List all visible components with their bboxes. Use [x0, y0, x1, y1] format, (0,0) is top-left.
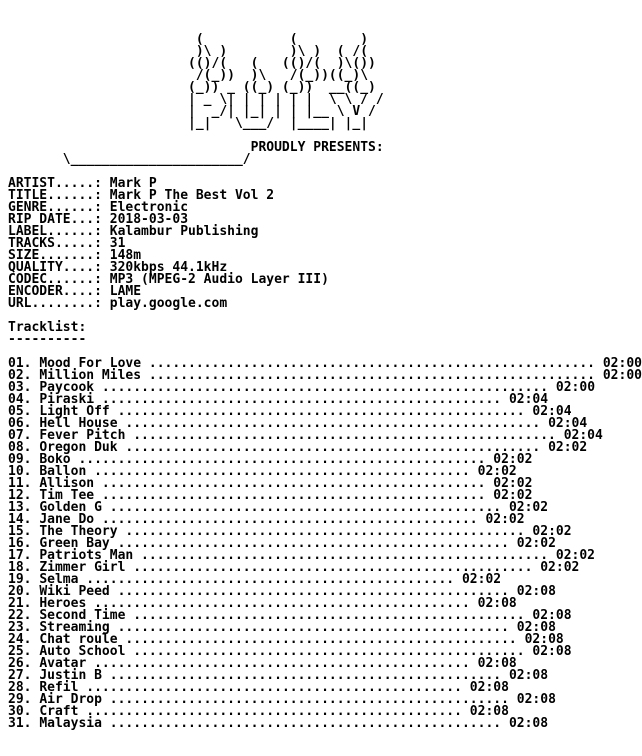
info-key: LABEL...... — [8, 224, 95, 239]
track-number: 21. — [8, 596, 32, 611]
track-number: 14. — [8, 512, 32, 527]
track-duration: 02:08 — [477, 656, 517, 671]
track-duration: 02:02 — [485, 512, 525, 527]
track-leader-dots: ......................................................... — [94, 380, 556, 395]
track-number: 25. — [8, 644, 32, 659]
track-number: 10. — [8, 464, 32, 479]
info-value: 320kbps 44.1kHz — [109, 260, 228, 275]
track-leader-dots: .................................................. — [101, 716, 509, 731]
track-title: Air Drop — [39, 692, 102, 707]
track-leader-dots: ......................................................... — [141, 368, 603, 383]
track-duration: 02:08 — [532, 608, 572, 623]
track-number: 23. — [8, 620, 32, 635]
track-duration: 02:04 — [532, 404, 572, 419]
track-number: 03. — [8, 380, 32, 395]
track-title: Piraski — [39, 392, 95, 407]
ascii-logo-line: (()/( ( (()/( )\()) — [8, 56, 376, 71]
track-number: 13. — [8, 500, 32, 515]
info-key: URL........ — [8, 296, 95, 311]
track-title: Auto School — [39, 644, 126, 659]
info-separator: : — [94, 272, 110, 287]
ascii-logo-line: | _ \| | | | | | \ \ / / — [8, 92, 384, 107]
track-leader-dots: ................................................... — [101, 692, 517, 707]
track-leader-dots: ................................................ — [78, 680, 470, 695]
track-leader-dots: ......................................................... — [141, 356, 603, 371]
info-key: CODEC...... — [8, 272, 95, 287]
info-value: Mark P The Best Vol 2 — [109, 188, 275, 203]
info-value: LAME — [109, 284, 142, 299]
nfo-text — [8, 34, 642, 730]
track-duration: 02:02 — [516, 536, 556, 551]
track-number: 24. — [8, 632, 32, 647]
track-title: Light Off — [39, 404, 110, 419]
tracklist — [8, 358, 642, 730]
track-title: Golden G — [39, 500, 102, 515]
ascii-logo-line: ( ( ) — [8, 32, 369, 47]
track-title: Chat roule — [39, 632, 118, 647]
info-key: QUALITY.... — [8, 260, 95, 275]
info-value: Electronic — [109, 200, 189, 215]
ascii-logo-line: )\ ) )\ ) ( /( — [8, 44, 369, 59]
track-duration: 02:08 — [477, 596, 517, 611]
track-duration: 02:02 — [555, 548, 596, 563]
track-title: Malaysia — [39, 716, 102, 731]
track-number: 30. — [8, 704, 32, 719]
release-info — [8, 178, 642, 310]
track-title: Heroes — [39, 596, 87, 611]
presents-line: PROUDLY PRESENTS: — [8, 140, 384, 155]
tracklist-rule: ---------- — [8, 332, 87, 347]
track-duration: 02:04 — [548, 416, 588, 431]
track-title: Fever Pitch — [39, 428, 126, 443]
info-value: MP3 (MPEG-2 Audio Layer III) — [109, 272, 329, 287]
track-duration: 02:08 — [516, 584, 556, 599]
track-duration: 02:08 — [469, 680, 509, 695]
track-title: Second Time — [39, 608, 126, 623]
info-value: 31 — [109, 236, 126, 251]
track-leader-dots: ................................................... — [125, 560, 541, 575]
track-title: Craft — [39, 704, 79, 719]
track-leader-dots: .................................................. — [109, 620, 517, 635]
info-key: SIZE....... — [8, 248, 95, 263]
info-separator: : — [94, 212, 110, 227]
track-number: 31. — [8, 716, 32, 731]
track-duration: 02:08 — [469, 704, 509, 719]
track-leader-dots: ................................................... — [117, 524, 533, 539]
track-leader-dots: ................................................. — [94, 488, 494, 503]
track-duration: 02:02 — [461, 572, 502, 587]
track-number: 28. — [8, 680, 32, 695]
track-title: Paycook — [39, 380, 95, 395]
track-duration: 02:02 — [493, 488, 533, 503]
track-duration: 02:00 — [555, 380, 596, 395]
track-duration: 02:02 — [493, 476, 533, 491]
track-title: Avatar — [39, 656, 87, 671]
info-value: 148m — [109, 248, 142, 263]
track-leader-dots: ............................................... — [78, 572, 462, 587]
presents-underline: \______________________/ — [8, 152, 251, 167]
info-separator: : — [94, 188, 110, 203]
info-row — [8, 298, 642, 310]
info-value: 2018-03-03 — [109, 212, 189, 227]
track-number: 04. — [8, 392, 32, 407]
track-leader-dots: .................................................. — [101, 500, 509, 515]
info-separator: : — [94, 236, 110, 251]
track-duration: 02:00 — [602, 356, 642, 371]
track-number: 26. — [8, 656, 32, 671]
track-title: Oregon Duk — [39, 440, 118, 455]
track-leader-dots: ................................................. — [94, 476, 494, 491]
tracklist-heading: Tracklist: — [8, 320, 87, 335]
track-title: Streaming — [39, 620, 110, 635]
track-leader-dots: ................................................ — [94, 512, 486, 527]
blank-line — [8, 310, 642, 322]
track-title: Mood For Love — [39, 356, 142, 371]
track-title: Selma — [39, 572, 79, 587]
track-leader-dots: .................................................. — [125, 644, 533, 659]
track-title: Jane Do — [39, 512, 95, 527]
track-title: Allison — [39, 476, 95, 491]
track-leader-dots: ..................................................... — [117, 416, 549, 431]
track-number: 12. — [8, 488, 32, 503]
track-leader-dots: .................................................. — [101, 668, 509, 683]
info-separator: : — [94, 284, 110, 299]
info-key: RIP DATE... — [8, 212, 95, 227]
track-title: Wiki Peed — [39, 584, 110, 599]
track-title: Million Miles — [39, 368, 142, 383]
track-duration: 02:02 — [540, 560, 580, 575]
info-separator: : — [94, 200, 110, 215]
info-separator: : — [94, 296, 110, 311]
ascii-logo-line: /(_)) )\ /(_))((_)\ — [8, 68, 369, 83]
info-key: TRACKS..... — [8, 236, 95, 251]
track-duration: 02:04 — [508, 392, 549, 407]
track-leader-dots: ................................................ — [86, 464, 478, 479]
track-title: Refil — [39, 680, 79, 695]
track-leader-dots: .................................................. — [109, 584, 517, 599]
track-title: Ballon — [39, 464, 87, 479]
track-duration: 02:02 — [493, 452, 533, 467]
track-number: 11. — [8, 476, 32, 491]
track-duration: 02:02 — [508, 500, 549, 515]
info-separator: : — [94, 176, 110, 191]
track-leader-dots: .................................................. — [125, 608, 533, 623]
track-duration: 02:02 — [548, 440, 588, 455]
info-key: ARTIST..... — [8, 176, 95, 191]
track-leader-dots: ................................................... — [94, 392, 509, 407]
track-number: 19. — [8, 572, 32, 587]
track-leader-dots: ................................................ — [86, 596, 478, 611]
info-key: TITLE...... — [8, 188, 95, 203]
track-number: 18. — [8, 560, 32, 575]
info-separator: : — [94, 224, 110, 239]
track-duration: 02:00 — [602, 368, 642, 383]
track-duration: 02:08 — [508, 668, 549, 683]
track-title: The Theory — [39, 524, 118, 539]
track-number: 09. — [8, 452, 32, 467]
track-leader-dots: .................................................... — [109, 404, 533, 419]
info-separator: : — [94, 260, 110, 275]
ascii-logo-line: (_)) _ ((_) (_)) __((_) — [8, 80, 376, 95]
track-duration: 02:08 — [524, 632, 564, 647]
track-leader-dots: .................................................. — [109, 536, 517, 551]
track-number: 29. — [8, 692, 32, 707]
track-number: 06. — [8, 416, 32, 431]
track-duration: 02:08 — [532, 644, 572, 659]
track-number: 05. — [8, 404, 32, 419]
ascii-logo-line: | _/| |_| | | |__ \ V / — [8, 104, 376, 119]
track-leader-dots: ................................................ — [78, 704, 470, 719]
info-value: play.google.com — [109, 296, 228, 311]
ascii-logo — [8, 34, 642, 130]
track-title: Tim Tee — [39, 488, 95, 503]
track-number: 01. — [8, 356, 32, 371]
track-title: Green Bay — [39, 536, 110, 551]
track-number: 17. — [8, 548, 32, 563]
track-title: Justin B — [39, 668, 102, 683]
track-number: 02. — [8, 368, 32, 383]
track-duration: 02:08 — [516, 692, 556, 707]
info-key: ENCODER.... — [8, 284, 95, 299]
track-duration: 02:02 — [532, 524, 572, 539]
track-number: 20. — [8, 584, 32, 599]
ascii-logo-line: |_| \___/ |____| |_| — [8, 116, 369, 131]
track-leader-dots: ................................................ — [86, 656, 478, 671]
info-separator: : — [94, 248, 110, 263]
track-leader-dots: ...................................................... — [125, 428, 564, 443]
track-number: 27. — [8, 668, 32, 683]
track-leader-dots: .................................................. — [117, 632, 525, 647]
track-number: 15. — [8, 524, 32, 539]
track-duration: 02:08 — [508, 716, 549, 731]
info-value: Kalambur Publishing — [109, 224, 259, 239]
track-leader-dots: .................................................... — [70, 452, 494, 467]
info-key: GENRE...... — [8, 200, 95, 215]
track-leader-dots: .................................................... — [133, 548, 556, 563]
track-title: Patriots Man — [39, 548, 134, 563]
track-duration: 02:08 — [516, 620, 556, 635]
track-number: 08. — [8, 440, 32, 455]
track-leader-dots: ..................................................... — [117, 440, 549, 455]
track-number: 07. — [8, 428, 32, 443]
track-row — [8, 718, 642, 730]
track-title: Hell House — [39, 416, 118, 431]
track-duration: 02:02 — [477, 464, 517, 479]
info-value: Mark P — [109, 176, 157, 191]
track-number: 16. — [8, 536, 32, 551]
track-title: Boko — [39, 452, 71, 467]
track-duration: 02:04 — [563, 428, 603, 443]
track-number: 22. — [8, 608, 32, 623]
track-title: Zimmer Girl — [39, 560, 126, 575]
